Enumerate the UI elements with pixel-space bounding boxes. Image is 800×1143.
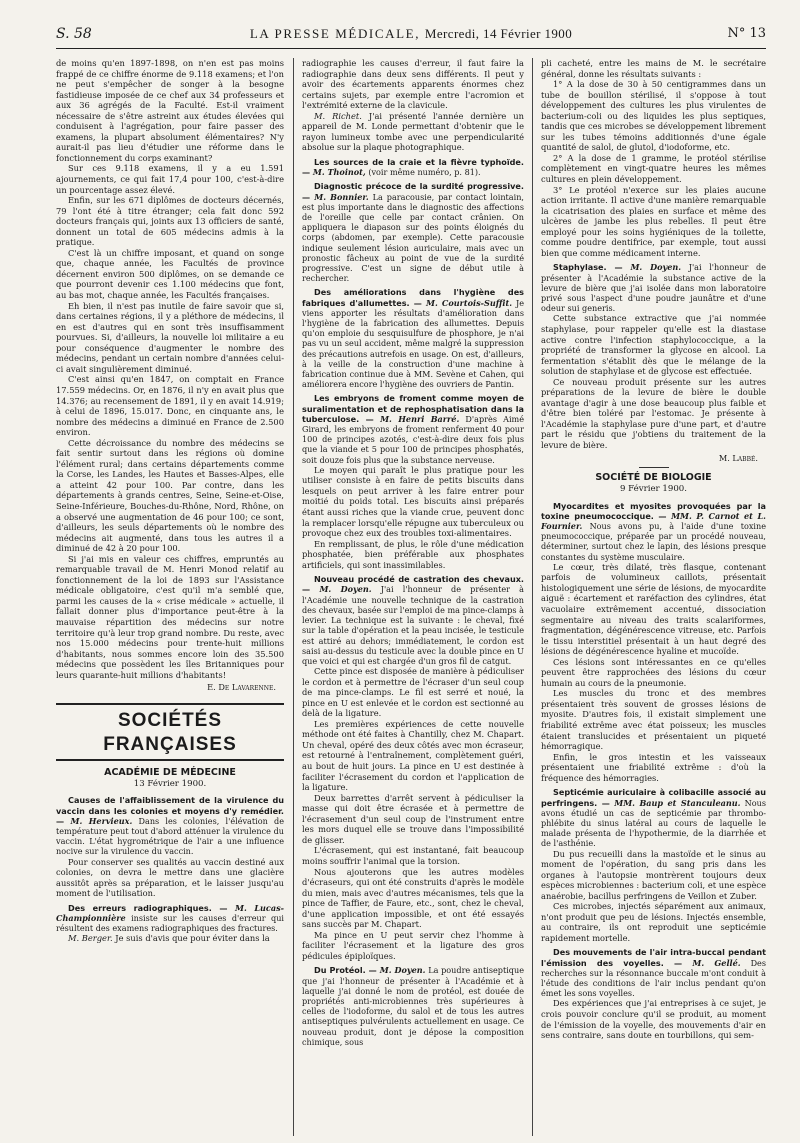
- paragraph: En remplissant, de plus, le rôle d'une médication phosphatée, bien préférable aux phosphates artificiels, qui sont inassimilables.: [302, 538, 524, 570]
- body-text: J'ai présenté l'année dernière un appareil de M. Londe permettant d'obtenir que le rayon lumineux tombe avec une perpendicularité absolue sur la plaque photographique.: [302, 110, 524, 153]
- heading-text: Des erreurs radiographiques. —: [68, 902, 228, 913]
- heading-text: Myocardites et myosites provoquées par la toxine pneumococcique. —: [541, 500, 766, 521]
- heading-text: Les sources de la craie et la fièvre typhoïde. —: [302, 156, 524, 178]
- paragraph: Du pus recueilli dans la mastoïde et le sinus au moment de l'opération, du sang pris dans les organes à l'autopsie montrèrent toujours deux espèces microbiennes : bacterium coli, et une espèce anaérobie, bacillus perfringens de Veillon et Zuber.: [541, 848, 766, 901]
- paragraph: 1° A la dose de 30 à 50 centigrammes dans un tube de bouillon stérilisé, il s'oppose à tout développement des cultures les plus virulentes de bacterium-coli ou des liquides les plus septiques, tandis que ces microbes se développement librement sur les tubes témoins additionnés d'une égale quantité de salol, de glutol, d'iodoforme, etc.: [541, 79, 766, 153]
- author: MM. Baup et Stanculeanu.: [614, 797, 741, 808]
- paragraph: Enfin, le gros intestin et les vaisseaux présentaient une friabilité extrême : d'où la fréquence des hémorragies.: [541, 751, 766, 783]
- body-text: (voir même numéro, p. 81).: [365, 167, 481, 178]
- column-divider: [293, 58, 294, 1136]
- heading-text: Du Protéol. —: [314, 965, 377, 976]
- separator: [639, 467, 669, 468]
- page-header: [56, 22, 766, 49]
- author: M. Courtois-Suffit.: [425, 297, 513, 308]
- paragraph: Le moyen qui paraît le plus pratique pour les utiliser consiste à en faire de petits biscuits dans lesquels on peut arriver à les faire entrer pour moitié du poids total. Les biscuits ainsi préparés étant aussi riches que la viande crue, peuvent donc la remplacer lorsqu'elle répugne aux tuberculeux ou provoque chez eux des troubles toxi-alimentaires.: [302, 464, 524, 539]
- paragraph: Le cœur, très dilaté, très flasque, contenant parfois de volumineux caillots, présentait histologiquement une série de lésions, de myocardite aiguë : écartement et raréfaction des cylindres, état vacuolaire extrêmement accentué, dissociation segmentaire au niveau des traits scalariformes, fragmentation, dégénérescence vitreuse, etc. Parfois le tissu interstitiel présentait à un haut degré des lésions de dégénérescence hyaline et mucoïde.: [541, 561, 766, 657]
- body-text: insiste sur les causes d'erreur qui résultent des examens radiographiques des fractures.: [56, 912, 284, 934]
- issue-date: Mercredi, 14 Février 1900: [424, 26, 573, 41]
- article-heading: [541, 787, 766, 848]
- heading-text: Les embryons de froment comme moyen de suralimentation et de rephosphatisation dans la tuberculose. —: [302, 393, 524, 424]
- body-text: Nous avons étudié un cas de septicémie par thrombo-phlébite du sinus latéral au cours de laquelle le malade présenta de l'hypothermie, de la diarrhée et de l'asthénie.: [541, 797, 766, 849]
- paragraph: Nous ajouterons que les autres modèles d'écraseurs, qui ont été construits d'après le modèle du mien, mais avec d'autres mécanismes, tels que la pince de Taffier, de Faure, etc., sont, chez le cheval, d'une application impossible, et ont été essayés sans succès par M. Chapart.: [302, 866, 524, 930]
- body-text: D'après Aimé Girard, les embryons de froment renferment 40 pour 100 de principes azotés, c'est-à-dire deux fois plus que la viande et 5 pour 100 de principes phosphatés, soit douze fois plus que la substance nerveuse.: [302, 413, 524, 465]
- column-1: [56, 58, 284, 1138]
- paragraph: Deux barrettes d'arrêt servent à pédiculiser la masse qui doit être écrasée et à permettre de l'écrasement d'un seul coup de l'instrument entre les mors duquel elle se trouve dans l'impossibilité de glisser.: [302, 792, 524, 845]
- heading-text: Nouveau procédé de castration des chevaux. —: [302, 574, 524, 595]
- paragraph: [302, 111, 524, 153]
- article-heading: [302, 965, 524, 1047]
- heading-text: Causes de l'affaiblissement de la virulence du vaccin dans les colonies et moyens d'y remédier. —: [56, 795, 284, 826]
- paragraph: Cette pince est disposée de manière à pédiculiser le cordon et à permettre de l'écraser d'un seul coup de ma pince-clamps. Le fil est serré et noué, la pince en U est enlevée et le cordon est sectionné au delà de la ligature.: [302, 666, 524, 719]
- body-text: Nous avons pu, à l'aide d'une toxine pneumococcique, préparée par un procédé nouveau, déterminer, surtout chez le lapin, des lésions presque constantes du système musculaire.: [541, 521, 766, 562]
- body-text: Dans les colonies, l'élévation de température peut tout d'abord atténuer la virulence du vaccin. L'état hygrométrique de l'air a une influence nocive sur la virulence du vaccin.: [56, 815, 284, 857]
- paragraph: radiographie les causes d'erreur, il faut faire la radiographie dans deux sens différents. Il peut y avoir des écartements apparents énormes chez certains sujets, par exemple entre l'acromion et l'extrémité externe de la clavicule.: [302, 58, 524, 111]
- author-signature: E. De Lavarenne.: [207, 682, 276, 693]
- page-number: S. 58: [56, 26, 92, 42]
- paragraph: Des expériences que j'ai entreprises à ce sujet, je crois pouvoir conclure qu'il se produit, au moment de l'émission de la voyelle, des mouvements d'air en sens contraire, sans doute en tourbillons, qui sem-: [541, 998, 766, 1041]
- paragraph: Ces microbes, injectés séparément aux animaux, n'ont produit que peu de lésions. Injectés ensemble, au contraire, ils ont reproduit une septicémie rapidement mortelle.: [541, 901, 766, 943]
- issue-number: N° 13: [727, 26, 766, 41]
- paragraph: Eh bien, il n'est pas inutile de faire savoir que si, dans certaines régions, il y a pléthore de médecins, il en est d'autres qui en sont très insuffisamment pourvues. Si, d'ailleurs, la nouvelle loi militaire a eu pour conséquence d'augmenter le nombre des médecins, pendant un certain nombre d'années celui-ci avait singulièrement diminué.: [56, 300, 284, 374]
- paragraph: [56, 933, 284, 944]
- author: M. Hervieux.: [70, 815, 133, 826]
- speaker: M. Berger.: [68, 933, 113, 944]
- society-heading: ACADÉMIE DE MÉDECINE: [104, 766, 236, 778]
- heading-text: Des améliorations dans l'hygiène des fabriques d'allumettes. —: [302, 287, 524, 308]
- author: M. Thoinot,: [312, 167, 366, 178]
- paragraph: Cette décroissance du nombre des médecins se fait sentir surtout dans les régions où domine l'élément rural; dans certains départements comme la Corse, les Landes, les Hautes et Basses-Alpes, elle a atteint 42 pour 100. Par contre, dans les départements à grands centres, Seine, Seine-et-Oise, Seine-Inférieure, Bouches-du-Rhône, Nord, Rhône, on a observé une augmentation de 46 pour 100; ce sont, d'ailleurs, les seuls départements où le nombre des médecins ait augmenté, dans tous les autres il a diminué de 42 à 20 pour 100.: [56, 437, 284, 554]
- paragraph: Si j'ai mis en valeur ces chiffres, empruntés au remarquable travail de M. Henri Monod relatif au fonctionnement de la loi de 1893 sur l'Assistance médicale obligatoire, c'est qu'il m'a semblé que, parmi les causes de la « crise médicale » actuelle, il fallait donner plus d'importance peut-être à la mauvaise répartition des médecins sur notre territoire qu'à leur trop grand nombre. Du reste, avec nos 15.000 médecins pour trente-huit millions d'habitants, nous sommes encore loin des 35.500 médecins que possèdent les îles Britanniques pour leurs quarante-huit millions d'habitants!: [56, 553, 284, 680]
- paragraph: Sur ces 9.118 examens, il y a eu 1.591 ajournements, ce qui fait 17,4 pour 100, c'est-à-dire un pourcentage assez élevé.: [56, 163, 284, 195]
- author: M. Henri Barré.: [380, 413, 460, 424]
- article-heading: [541, 947, 766, 998]
- paragraph: Les premières expériences de cette nouvelle méthode ont été faites à Chantilly, chez M. Chapart. Un cheval, opéré des deux côtés avec mon écraseur, est retourné à l'entraînement, complètement guéri, au bout de huit jours. La pince en U est destinée à faciliter l'écrasement du cordon et l'application de la ligature.: [302, 718, 524, 793]
- body-text: J'ai l'honneur de présenter à l'Académie la substance active de la levure de bière que j'ai isolée dans mon laboratoire privé sous l'aspect d'une poudre jaunâtre et d'une odeur sui generis.: [541, 262, 766, 314]
- paragraph: de moins qu'en 1897-1898, on n'en est pas moins frappé de ce chiffre énorme de 9.118 examens; et l'on ne peut s'empêcher de songer à la besogne fastidieuse imposée de ce chef aux 34 professeurs et aux 36 agrégés de la Faculté. Est-il vraiment nécessaire de s'être astreint aux études élevées qui conduisent à l'agrégation, pour faire passer des examens, la plupart absolument élémentaires? N'y aurait-il pas lieu d'étudier une réforme dans le fonctionnement du corps examinant?: [56, 58, 284, 163]
- column-divider: [532, 58, 533, 1136]
- author: M. Doyen.: [319, 584, 372, 595]
- paragraph: Cette substance extractive que j'ai nommée staphylase, pour rappeler qu'elle est la diastase active contre l'infection staphylococcique, a la propriété de transformer la glycose en alcool. La fermentation s'établit dès que le mélange de la solution de staphylase et de glycose est effectuée.: [541, 313, 766, 377]
- author: MM. P. Carnot et L. Fournier.: [541, 510, 766, 532]
- society-heading: SOCIÉTÉ DE BIOLOGIE: [595, 472, 712, 484]
- body-text: Des recherches sur la résonnance buccale m'ont conduit à l'étude des conditions de l'air inclus pendant qu'on émet les sons voyelles.: [541, 957, 766, 999]
- body-text: La paracousie, par contact lointain, est plus importante dans le diagnostic des affections de l'oreille que celle par contact crânien. On appliquera le diapason sur des points éloignés du corps (abdomen, par exemple). Cette paracousie indique seulement lésion auriculaire, mais avec un pronostic fâcheux au point de vue de la surdité progressive. C'est un signe de début utile à rechercher.: [302, 191, 524, 284]
- author: M. Gellé.: [692, 957, 741, 968]
- paragraph: Ma pince en U peut servir chez l'homme à faciliter l'écrasement et la ligature des gros pédicules épiploïques.: [302, 929, 524, 961]
- paragraph: Les muscles du tronc et des membres présentaient très souvent de grosses lésions de myosite. D'autres fois, il existait simplement une friabilité extrême avec état poisseux; les muscles étaient translucides et présentaient un piqueté hémorragique.: [541, 688, 766, 752]
- column-3: [541, 58, 766, 1138]
- author: M. Doyen.: [630, 262, 682, 273]
- article-heading: [302, 181, 524, 283]
- article-heading: [541, 501, 766, 562]
- heading-text: Septicémie auriculaire à colibacille associé au perfringens. —: [541, 787, 766, 808]
- article-heading: [302, 393, 524, 464]
- paragraph: Enfin, sur les 671 diplômes de docteurs décernés, 79 l'ont été à titre étranger; cela fait donc 592 docteurs français qui, joints aux 13 officiers de santé, donnent un total de 605 médecins admis à la pratique.: [56, 195, 284, 248]
- paragraph: L'écrasement, qui est instantané, fait beaucoup moins souffrir l'animal que la torsion.: [302, 845, 524, 866]
- journal-title: [56, 26, 766, 42]
- author: M. Doyen.: [379, 965, 426, 976]
- article-heading: [302, 157, 524, 177]
- body-text: Je suis d'avis que pour éviter dans la: [112, 933, 270, 944]
- body-text: Je viens apporter les résultats d'amélioration dans l'hygiène de la fabrication des allumettes. Depuis qu'on emploie du sesquisulfure de phosphore, je n'ai pas vu un seul accident, même malgré la suppression des précautions autrefois en usage. On est, d'ailleurs, à la veille de la construction d'une machine à fabrication continue due à MM. Sevène et Cahen, qui améliorera encore l'hygiène des ouvriers de Pantin.: [302, 297, 524, 390]
- session-date: 9 Février 1900.: [619, 484, 688, 495]
- paragraph: Pour conserver ses qualités au vaccin destiné aux colonies, on devra le mettre dans une glacière aussitôt après sa préparation, et le laisser jusqu'au moment de l'utilisation.: [56, 856, 284, 899]
- body-text: La poudre antiseptique que j'ai l'honneur de présenter à l'Académie et à laquelle j'ai donné le nom de protéol, est douée de propriétés anti-microbiennes très supérieures à celles de l'iodoforme, du salol et de tous les autres antiseptiques pulvérulents actuellement en usage. Ce nouveau produit, dont je dépose la composition chimique, sous: [302, 965, 524, 1047]
- journal-name: LA PRESSE MÉDICALE,: [249, 26, 421, 41]
- article-heading: [541, 262, 766, 313]
- article-heading: [56, 903, 284, 934]
- speaker: M. Richet.: [314, 110, 362, 121]
- section-banner: SOCIÉTÉS FRANÇAISES: [56, 703, 284, 761]
- paragraph: C'est là un chiffre imposant, et quand on songe que, chaque année, les Facultés de province décernent environ 500 diplômes, on se demande ce que pourront devenir ces 1.100 médecins que font, au bas mot, chaque année, les Facultés françaises.: [56, 247, 284, 301]
- author: M. Lucas-Championnière: [56, 902, 284, 923]
- paragraph: C'est ainsi qu'en 1847, on comptait en France 17.559 médecins. Or, en 1876, il n'y en avait plus que 14.376; au recensement de 1891, il y en avait 14.919; à celui de 1896, 15.017. Donc, en cinquante ans, le nombre des médecins a diminué en France de 2.500 environ.: [56, 374, 284, 438]
- heading-text: Staphylase. —: [553, 262, 623, 273]
- author: M. Bonnier.: [314, 191, 369, 202]
- column-2: [302, 58, 524, 1138]
- paragraph: 3° Le protéol n'exerce sur les plaies aucune action irritante. Il active d'une manière remarquable la cicatrisation des plaies en surface et même des ulcères de jambe les plus rebelles. Il peut être employé pour les soins hygiéniques de la toilette, comme poudre dentifrice, par exemple, tout aussi bien que comme médicament interne.: [541, 184, 766, 258]
- heading-text: Diagnostic précoce de la surdité progressive. —: [302, 181, 524, 202]
- paragraph: 2° A la dose de 1 gramme, le protéol stérilise complètement en vingt-quatre heures les mêmes cultures en plein développement.: [541, 152, 766, 185]
- article-heading: [302, 287, 524, 389]
- article-heading: [302, 574, 524, 666]
- heading-text: Des mouvements de l'air intra-buccal pendant l'émission des voyelles. —: [541, 947, 766, 968]
- paragraph: Ces lésions sont intéressantes en ce qu'elles peuvent être rapprochées des lésions du cœur humain au cours de la pneumonie.: [541, 656, 766, 688]
- session-date: 13 Février 1900.: [133, 778, 207, 789]
- body-text: J'ai l'honneur de présenter à l'Académie une nouvelle technique de la castration des chevaux, basée sur l'emploi de ma pince-clamps à levier. La technique est la suivante : le cheval, fixé sur la table d'opération et la peau incisée, le testicule est attiré au dehors; immédiatement, le cordon est saisi au-dessus du testicule avec la double pince en U que voici et qui est chargée d'un gros fil de catgut.: [302, 584, 524, 666]
- article-heading: [56, 795, 284, 856]
- author-signature: M. Labbé.: [718, 452, 758, 463]
- paragraph: pli cacheté, entre les mains de M. le secrétaire général, donne les résultats suivants :: [541, 58, 766, 79]
- paragraph: Ce nouveau produit présente sur les autres préparations de la levure de bière le double avantage d'agir à une dose beaucoup plus faible et d'être bien toléré par l'estomac. Je présente à l'Académie la staphylase pure d'une part, et d'autre part le résidu que j'obtiens du traitement de la levure de bière.: [541, 376, 766, 450]
